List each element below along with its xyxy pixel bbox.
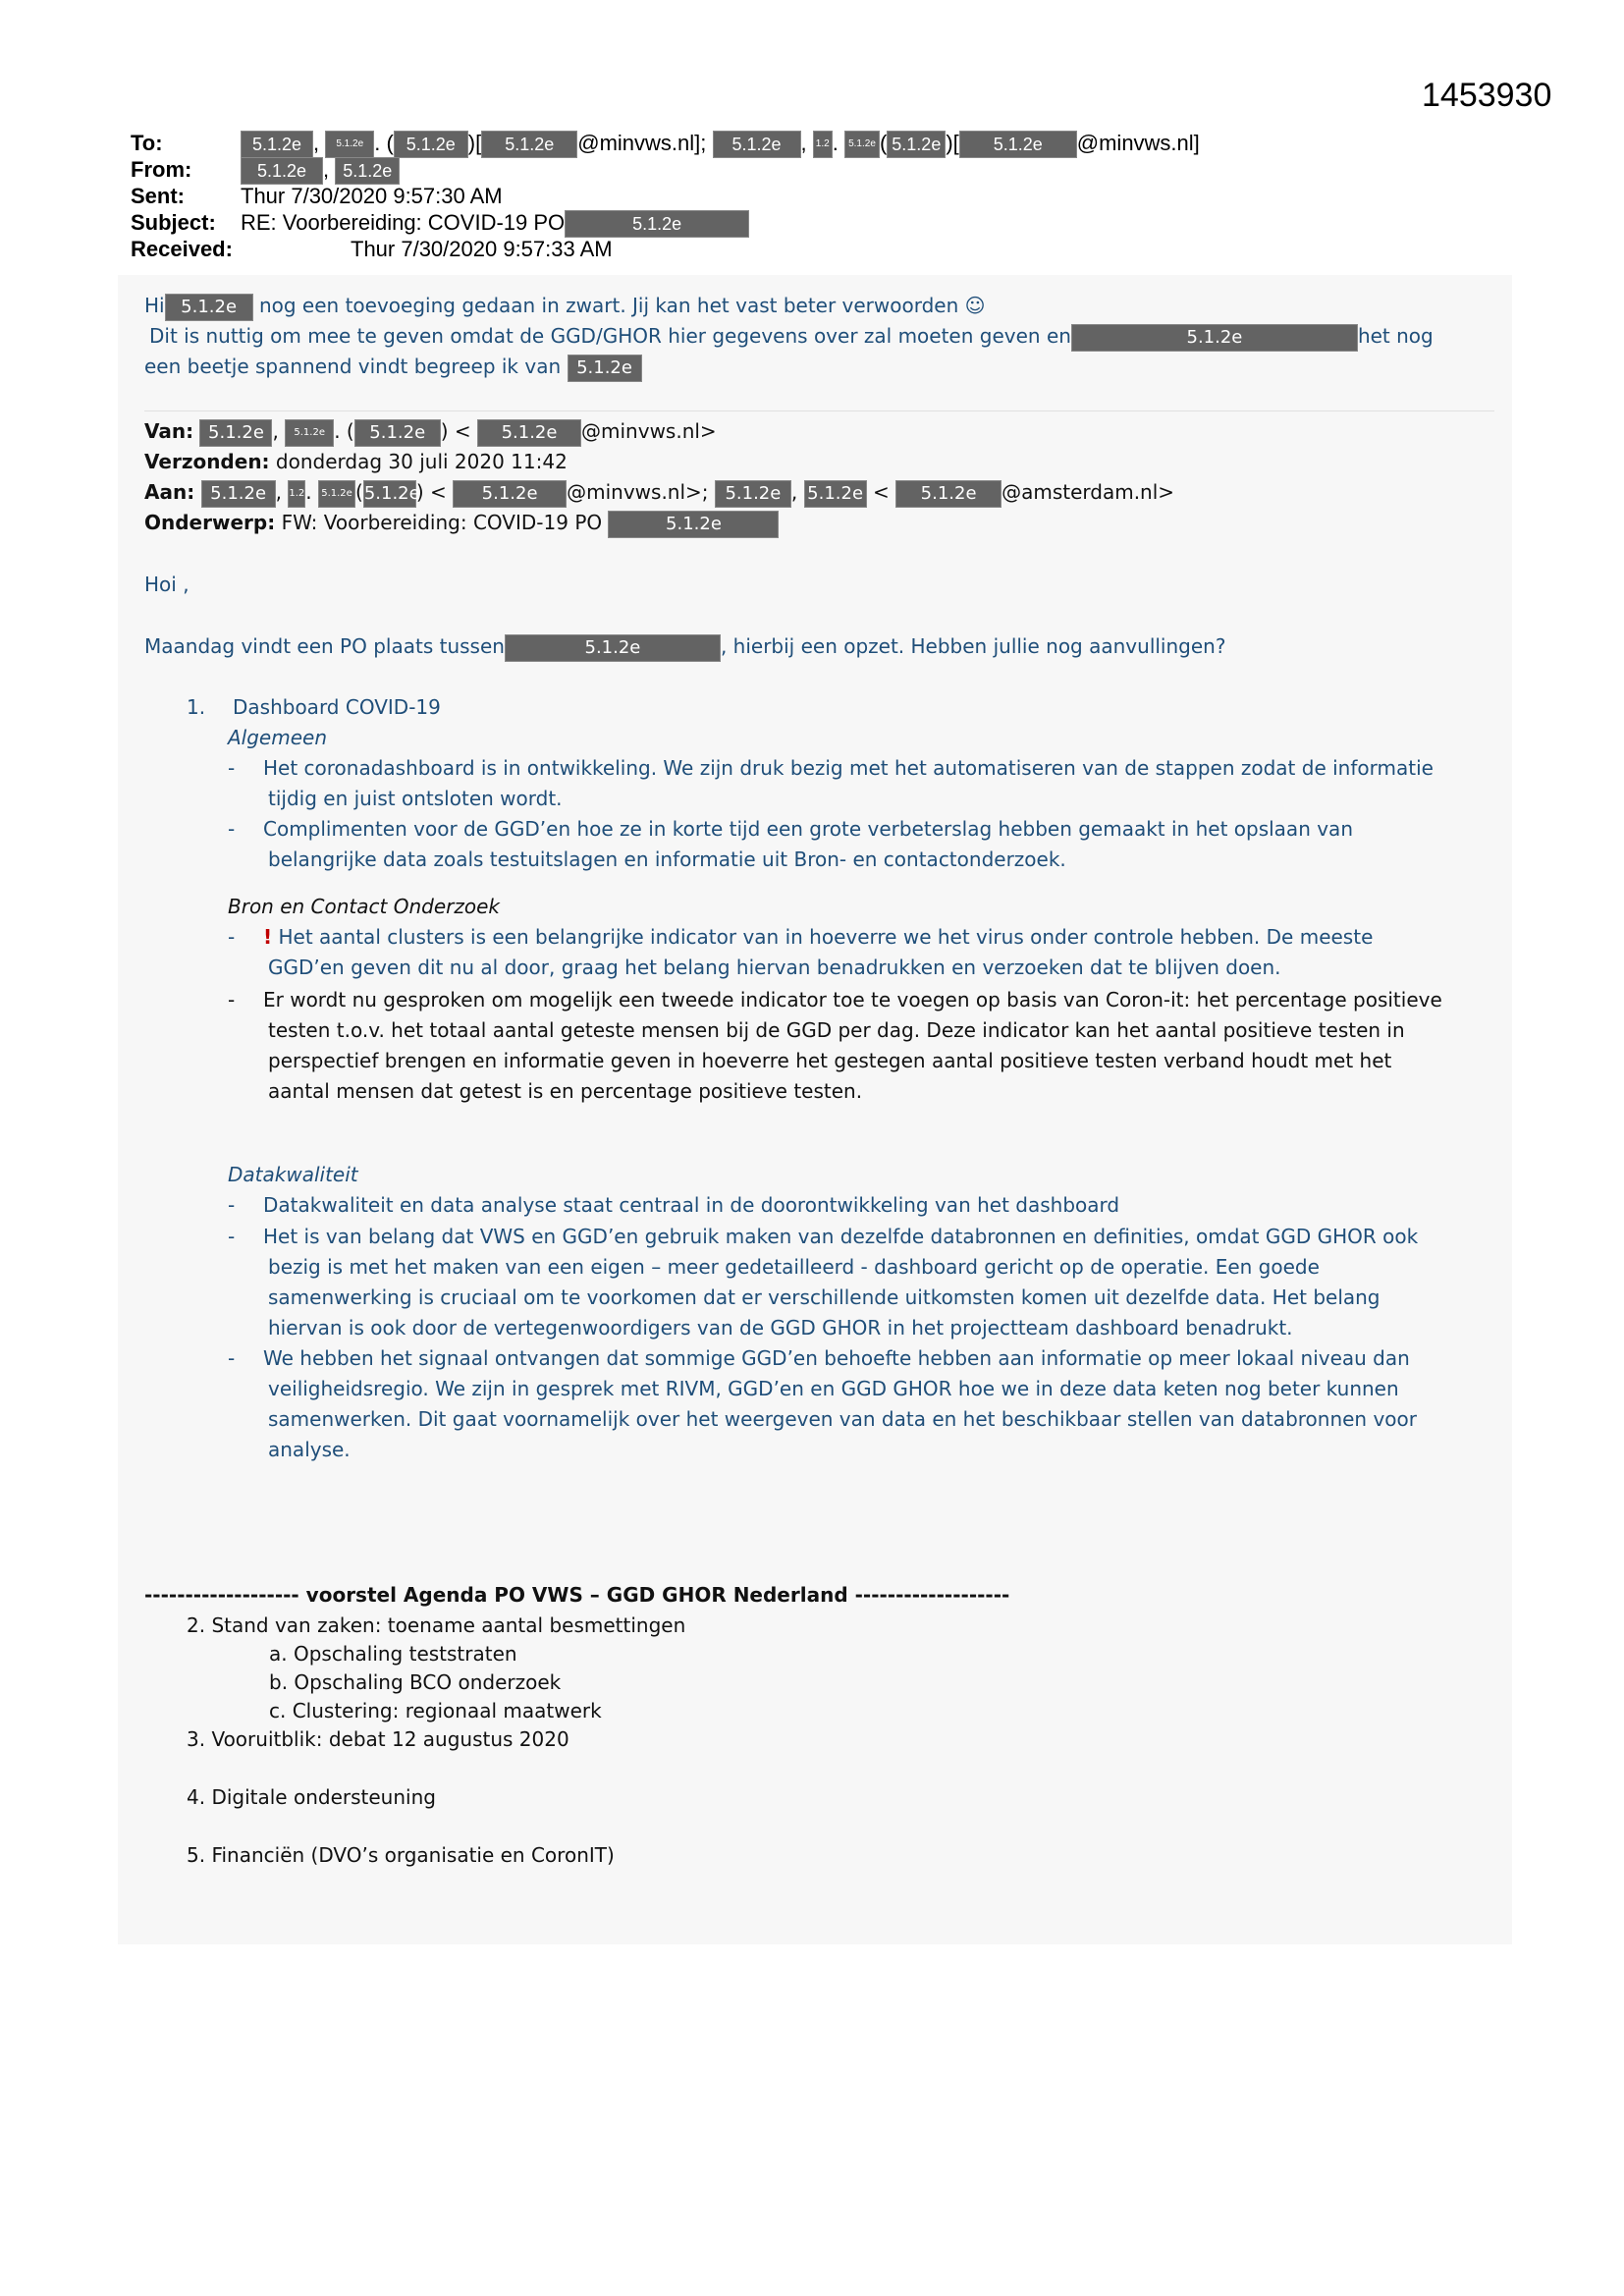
- to-label: To:: [131, 131, 163, 155]
- redaction: 5.1.2e: [713, 131, 801, 158]
- redaction: 5.1.2e: [608, 511, 779, 538]
- redaction: 5.1.2e: [844, 131, 880, 158]
- sent-label: Sent:: [131, 184, 185, 208]
- dk-bullet-1: - Datakwaliteit en data analyse staat centraal in de doorontwikkeling van het dashboard: [228, 1193, 1120, 1217]
- bullet-text: Het is van belang dat VWS en GGD’en gebruik maken van dezelfde databronnen en definities, omdat GGD GHOR ook: [263, 1225, 1419, 1248]
- redaction: 5.1.2e: [959, 131, 1077, 158]
- agenda-item-2b: b. Opschaling BCO onderzoek: [269, 1670, 562, 1694]
- reply-text-3: een beetje spannend vindt begreep ik van: [144, 355, 562, 378]
- bullet-text: Er wordt nu gesproken om mogelijk een tweede indicator toe te voegen op basis van Coron-it: het percentage positieve: [263, 988, 1442, 1011]
- received-value: Thur 7/30/2020 9:57:33 AM: [351, 237, 613, 261]
- redaction: 5.1.2e: [453, 480, 567, 508]
- redaction: 5.1.2e: [201, 480, 276, 508]
- reply-hi: Hi: [144, 294, 165, 317]
- bullet-text: belangrijke data zoals testuitslagen en informatie uit Bron- en contactonderzoek.: [268, 847, 1066, 871]
- bullet-text: bezig is met het maken van een eigen – meer gedetailleerd - dashboard gericht op de operatie. Een goede: [268, 1255, 1320, 1279]
- reply-text-1: nog een toevoeging gedaan in zwart. Jij kan het vast beter verwoorden ☺: [258, 294, 986, 317]
- intro-line: [144, 631, 1499, 662]
- agenda-item-4: 4. Digitale ondersteuning: [187, 1785, 436, 1809]
- fwd-verzonden-line: [144, 447, 1499, 477]
- redaction: 5.1.2e: [199, 419, 272, 447]
- redaction: 5.1.2e: [715, 480, 791, 508]
- dk-bullet-2: - Het is van belang dat VWS en GGD’en gebruik maken van dezelfde databronnen en definities, omdat GGD GHOR ook bezig is met het maken van een eigen – meer gedetailleerd - dashboard gericht op de operatie. Een goede samenwerking is cruciaal om te voorkomen dat er verschillende uitkomsten komen uit dezelfde data. Het belang hiervan is ook door de vertegenwoordigers van de GGD GHOR in het projectteam dashboard benadrukt.: [228, 1222, 1583, 1343]
- redaction: 5.1.2e: [505, 634, 721, 662]
- redaction: 1.2: [288, 480, 305, 508]
- redaction: 5.1.2e: [241, 131, 313, 158]
- sent-value: Thur 7/30/2020 9:57:30 AM: [241, 184, 503, 208]
- reply-text-2: Dit is nuttig om mee te geven omdat de GGD/GHOR hier gegevens over zal moeten geven en: [149, 324, 1071, 348]
- redaction: 5.1.2e: [804, 480, 867, 508]
- section-bron: Bron en Contact Onderzoek: [228, 895, 500, 918]
- onderwerp-value: FW: Voorbereiding: COVID-19 PO: [281, 511, 603, 534]
- agenda-item-3: 3. Vooruitblik: debat 12 augustus 2020: [187, 1727, 569, 1751]
- redaction: 5.1.2e: [318, 480, 355, 508]
- to-line: To: 5.1.2e , 5.1.2e . ( 5.1.2e )[ 5.1.2e @minvws.nl]; 5.1.2e , 1.2 . 5.1.2e ( 5.1.2e )[ 5.1.2e @minvws.nl]: [131, 130, 1200, 158]
- section-algemeen: Algemeen: [228, 726, 328, 749]
- reply-line-1: [144, 291, 1499, 321]
- redaction: 5.1.2e: [285, 419, 334, 447]
- redaction: 5.1.2e: [568, 355, 642, 382]
- redaction: 5.1.2e: [887, 131, 946, 158]
- van-label: Van:: [144, 419, 194, 443]
- subject-value: RE: Voorbereiding: COVID-19 PO: [241, 210, 566, 235]
- bullet-text: aantal mensen dat getest is en percentage positieve testen.: [268, 1079, 863, 1103]
- bullet-text: Complimenten voor de GGD’en hoe ze in korte tijd een grote verbeterslag hebben gemaakt in het opslaan van: [263, 817, 1353, 841]
- agenda-item-5: 5. Financiën (DVO’s organisatie en CoronIT): [187, 1843, 615, 1867]
- sent-line: [131, 183, 503, 209]
- document-number: 1453930: [1422, 77, 1552, 114]
- aan-domain-2: @amsterdam.nl>: [1001, 480, 1175, 504]
- redaction: 5.1.2e: [363, 480, 416, 508]
- fwd-aan-line: Aan: 5.1.2e , 1.2. 5.1.2e (5.1.2e) < 5.1.2e @minvws.nl>; 5.1.2e , 5.1.2e < 5.1.2e @amsterdam.nl>: [144, 477, 1499, 508]
- exclamation-icon: !: [263, 925, 273, 949]
- agenda-item-2a: a. Opschaling teststraten: [269, 1642, 517, 1666]
- bullet-text: tijdig en juist ontsloten wordt.: [268, 787, 563, 810]
- redaction: 1.2: [813, 131, 833, 158]
- redaction: 5.1.2e: [325, 131, 374, 158]
- aan-domain-1: @minvws.nl>;: [567, 480, 709, 504]
- bron-bullet-1: - ! Het aantal clusters is een belangrijke indicator van in hoeverre we het virus onder controle hebben. De meeste GGD’en geven dit nu al door, graag het belang hiervan benadrukken en verzoeken dat te blijven doen.: [228, 922, 1583, 983]
- received-label: Received:: [131, 237, 233, 261]
- bullet-text: analyse.: [268, 1438, 351, 1461]
- dk-bullet-3: - We hebben het signaal ontvangen dat sommige GGD’en behoefte hebben aan informatie op meer lokaal niveau dan veiligheidsregio. We zijn in gesprek met RIVM, GGD’en en GGD GHOR hoe we in deze data keten nog beter kunnen samenwerken. Dit gaat voornamelijk over het weergeven van data en het beschikbaar stellen van databronnen voor analyse.: [228, 1343, 1583, 1465]
- agenda-item-2: 2. Stand van zaken: toename aantal besmettingen: [187, 1613, 686, 1637]
- reply-line-3: [144, 352, 1499, 382]
- agenda-item-2c: c. Clustering: regionaal maatwerk: [269, 1699, 602, 1722]
- received-line: [131, 236, 613, 262]
- item-1-number: 1.: [187, 695, 206, 719]
- bullet-text: samenwerking is cruciaal om te voorkomen dat er verschillende uitkomsten komen uit dezelfde data. Het belang: [268, 1285, 1380, 1309]
- redaction: 5.1.2e: [165, 294, 253, 321]
- verzonden-label: Verzonden:: [144, 450, 270, 473]
- from-label: From:: [131, 157, 192, 182]
- bullet-text: perspectief brengen en informatie geven in hoeverre het gestegen aantal positieve testen verband houdt met het: [268, 1049, 1392, 1072]
- algemeen-bullet-1: - Het coronadashboard is in ontwikkeling. We zijn druk bezig met het automatiseren van de stappen zodat de informatie tijdig en juist ontsloten wordt.: [228, 753, 1583, 814]
- aan-label: Aan:: [144, 480, 195, 504]
- to-domain-1: @minvws.nl];: [577, 131, 707, 155]
- section-datakwaliteit: Datakwaliteit: [228, 1163, 358, 1186]
- redaction: 5.1.2e: [354, 419, 441, 447]
- bullet-text: veiligheidsregio. We zijn in gesprek met RIVM, GGD’en en GGD GHOR hoe we in deze data keten nog beter kunnen: [268, 1377, 1399, 1400]
- redaction: 5.1.2e: [241, 157, 323, 185]
- redaction: 5.1.2e: [335, 157, 400, 185]
- verzonden-value: donderdag 30 juli 2020 11:42: [275, 450, 568, 473]
- redaction: 5.1.2e: [895, 480, 1001, 508]
- bullet-text: hiervan is ook door de vertegenwoordigers van de GGD GHOR in het projectteam dashboard benadrukt.: [268, 1316, 1293, 1339]
- fwd-onderwerp-line: [144, 508, 1499, 538]
- intro-end: , hierbij een opzet. Hebben jullie nog aanvullingen?: [720, 634, 1226, 658]
- fwd-van-line: Van: 5.1.2e , 5.1.2e . ( 5.1.2e ) < 5.1.2e @minvws.nl>: [144, 416, 1499, 447]
- bullet-text: We hebben het signaal ontvangen dat sommige GGD’en behoefte hebben aan informatie op meer lokaal niveau dan: [263, 1346, 1410, 1370]
- bullet-text: GGD’en geven dit nu al door, graag het belang hiervan benadrukken en verzoeken dat te blijven doen.: [268, 956, 1281, 979]
- bullet-text: Het aantal clusters is een belangrijke indicator van in hoeverre we het virus onder controle hebben. De meeste: [278, 925, 1374, 949]
- subject-line: [131, 209, 749, 238]
- redaction: 5.1.2e: [394, 131, 468, 158]
- reply-line-2: [149, 321, 1504, 352]
- bullet-text: samenwerken. Dit gaat voornamelijk over het weergeven van data en het beschikbaar stellen van databronnen voor: [268, 1407, 1417, 1431]
- redaction: 5.1.2e: [565, 210, 749, 238]
- greeting: Hoi ,: [144, 573, 189, 596]
- agenda-heading: ------------------- voorstel Agenda PO VWS – GGD GHOR Nederland -------------------: [144, 1583, 1010, 1607]
- subject-label: Subject:: [131, 210, 216, 235]
- reply-text-2-end: het nog: [1357, 324, 1434, 348]
- van-domain: @minvws.nl>: [581, 419, 717, 443]
- bullet-text: Datakwaliteit en data analyse staat centraal in de doorontwikkeling van het dashboard: [263, 1193, 1120, 1217]
- item-1-title: [187, 692, 1542, 723]
- algemeen-bullet-2: - Complimenten voor de GGD’en hoe ze in korte tijd een grote verbeterslag hebben gemaakt in het opslaan van belangrijke data zoals testuitslagen en informatie uit Bron- en contactonderzoek.: [228, 814, 1583, 875]
- bullet-text: Het coronadashboard is in ontwikkeling. We zijn druk bezig met het automatiseren van de stappen zodat de informatie: [263, 756, 1434, 780]
- onderwerp-label: Onderwerp:: [144, 511, 276, 534]
- divider: [144, 410, 1494, 411]
- bullet-text: testen t.o.v. het totaal aantal geteste mensen bij de GGD per dag. Deze indicator kan het aantal positieve testen in: [268, 1018, 1405, 1042]
- item-1-label: Dashboard COVID-19: [233, 695, 441, 719]
- to-domain-2: @minvws.nl]: [1076, 131, 1200, 155]
- redaction: 5.1.2e: [481, 131, 577, 158]
- from-line: From: 5.1.2e , 5.1.2e: [131, 156, 400, 185]
- redaction: 5.1.2e: [477, 419, 581, 447]
- bron-bullet-2: - Er wordt nu gesproken om mogelijk een tweede indicator toe te voegen op basis van Coron-it: het percentage positieve testen t.o.v. het totaal aantal geteste mensen bij de GGD per dag. Deze indicator kan het aantal positieve testen in perspectief brengen en informatie geven in hoeverre het gestegen aantal positieve testen verband houdt met het aantal mensen dat getest is en percentage positieve testen.: [228, 985, 1583, 1107]
- redaction: 5.1.2e: [1071, 324, 1358, 352]
- intro-start: Maandag vindt een PO plaats tussen: [144, 634, 505, 658]
